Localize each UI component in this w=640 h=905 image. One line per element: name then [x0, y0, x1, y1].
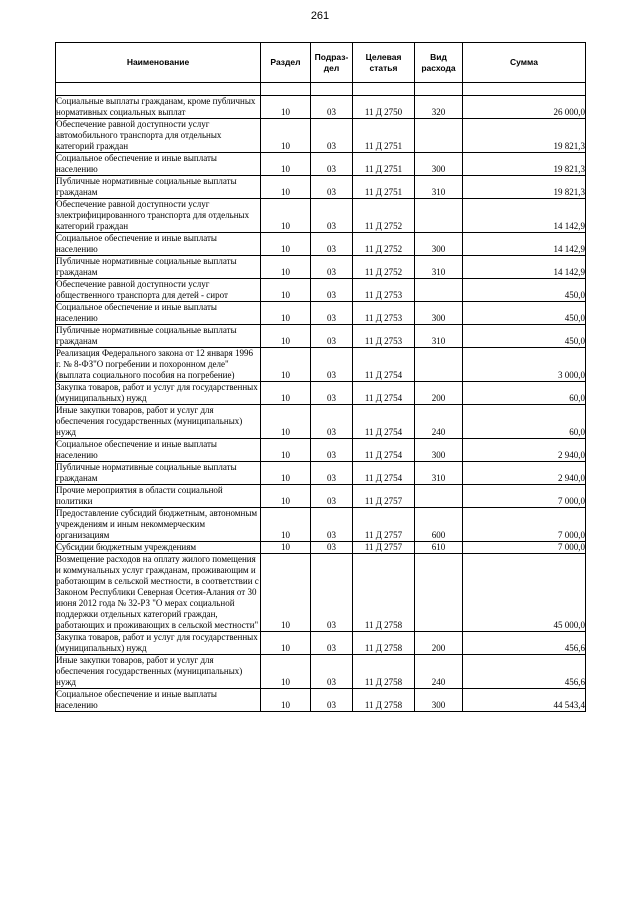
- row-expense-type: 300: [415, 233, 463, 256]
- row-name: Публичные нормативные социальные выплаты гражданам: [56, 176, 261, 199]
- row-target: 11 Д 2753: [353, 325, 415, 348]
- table-row: [56, 405, 586, 439]
- row-subsection: 03: [311, 405, 353, 439]
- row-subsection: 03: [311, 689, 353, 712]
- row-section: 10: [261, 119, 311, 153]
- row-amount: 14 142,9: [463, 199, 586, 233]
- row-subsection: 03: [311, 462, 353, 485]
- row-amount: 14 142,9: [463, 256, 586, 279]
- row-subsection: 03: [311, 632, 353, 655]
- row-section: 10: [261, 176, 311, 199]
- row-target: 11 Д 2758: [353, 689, 415, 712]
- budget-table: [55, 42, 586, 712]
- row-target: 11 Д 2758: [353, 554, 415, 632]
- row-expense-type: [415, 485, 463, 508]
- row-amount: 450,0: [463, 302, 586, 325]
- row-amount: 7 000,0: [463, 485, 586, 508]
- row-amount: 2 940,0: [463, 439, 586, 462]
- row-section: 10: [261, 96, 311, 119]
- row-subsection: 03: [311, 119, 353, 153]
- row-target: 11 Д 2754: [353, 348, 415, 382]
- row-target: 11 Д 2753: [353, 279, 415, 302]
- row-target: 11 Д 2754: [353, 405, 415, 439]
- row-expense-type: 610: [415, 542, 463, 554]
- table-row: [56, 542, 586, 554]
- row-expense-type: 300: [415, 302, 463, 325]
- row-name: Публичные нормативные социальные выплаты гражданам: [56, 462, 261, 485]
- row-amount: 45 000,0: [463, 554, 586, 632]
- row-section: 10: [261, 279, 311, 302]
- row-amount: 7 000,0: [463, 508, 586, 542]
- row-target: 11 Д 2758: [353, 632, 415, 655]
- row-expense-type: [415, 119, 463, 153]
- row-target: 11 Д 2754: [353, 439, 415, 462]
- row-target: 11 Д 2752: [353, 256, 415, 279]
- row-name: Социальное обеспечение и иные выплаты населению: [56, 153, 261, 176]
- row-amount: 450,0: [463, 325, 586, 348]
- row-section: 10: [261, 689, 311, 712]
- row-expense-type: [415, 348, 463, 382]
- table-row: [56, 485, 586, 508]
- row-subsection: 03: [311, 256, 353, 279]
- row-name: Закупка товаров, работ и услуг для государственных (муниципальных) нужд: [56, 382, 261, 405]
- row-name: Обеспечение равной доступности услуг электрифицированного транспорта для отдельных категорий граждан: [56, 199, 261, 233]
- row-name: Иные закупки товаров, работ и услуг для обеспечения государственных (муниципальных) нужд: [56, 655, 261, 689]
- table-row: [56, 462, 586, 485]
- row-expense-type: 600: [415, 508, 463, 542]
- row-target: 11 Д 2750: [353, 96, 415, 119]
- row-section: 10: [261, 153, 311, 176]
- table-row: [56, 508, 586, 542]
- table-row: [56, 119, 586, 153]
- row-target: 11 Д 2751: [353, 119, 415, 153]
- row-section: 10: [261, 405, 311, 439]
- row-target: 11 Д 2754: [353, 462, 415, 485]
- row-amount: 3 000,0: [463, 348, 586, 382]
- row-expense-type: 300: [415, 689, 463, 712]
- row-name: Социальные выплаты гражданам, кроме публичных нормативных социальных выплат: [56, 96, 261, 119]
- row-amount: 60,0: [463, 405, 586, 439]
- row-section: 10: [261, 348, 311, 382]
- row-amount: 456,6: [463, 655, 586, 689]
- row-target: 11 Д 2751: [353, 176, 415, 199]
- row-name: Возмещение расходов на оплату жилого помещения и коммунальных услуг гражданам, проживающим и работающим в сельской местности, в соответствии с Законом Республики Северная Осетия-Алания от 30 июня 2012 года № 32-РЗ "О мерах социальной поддержки отдельных категорий граждан, работающих и проживающих в сельской местности": [56, 554, 259, 630]
- row-expense-type: 240: [415, 405, 463, 439]
- row-expense-type: 310: [415, 256, 463, 279]
- row-amount: 19 821,3: [463, 153, 586, 176]
- row-expense-type: 300: [415, 153, 463, 176]
- row-subsection: 03: [311, 542, 353, 554]
- row-name: Социальное обеспечение и иные выплаты населению: [56, 689, 261, 712]
- row-amount: 456,6: [463, 632, 586, 655]
- row-expense-type: 200: [415, 382, 463, 405]
- row-expense-type: 310: [415, 325, 463, 348]
- table-row: [56, 439, 586, 462]
- row-subsection: 03: [311, 325, 353, 348]
- row-section: 10: [261, 325, 311, 348]
- row-section: 10: [261, 508, 311, 542]
- row-subsection: 03: [311, 348, 353, 382]
- row-target: 11 Д 2757: [353, 508, 415, 542]
- row-name: Обеспечение равной доступности услуг автомобильного транспорта для отдельных категорий граждан: [56, 119, 261, 153]
- row-subsection: 03: [311, 279, 353, 302]
- table-row: [56, 325, 586, 348]
- row-target: 11 Д 2758: [353, 655, 415, 689]
- header-name: Наименование: [56, 43, 261, 83]
- row-expense-type: 310: [415, 462, 463, 485]
- row-name: Социальное обеспечение и иные выплаты населению: [56, 233, 261, 256]
- row-amount: 60,0: [463, 382, 586, 405]
- row-expense-type: [415, 554, 463, 632]
- row-section: 10: [261, 256, 311, 279]
- table-row: [56, 632, 586, 655]
- row-section: 10: [261, 302, 311, 325]
- row-name: Публичные нормативные социальные выплаты гражданам: [56, 325, 261, 348]
- table-row: [56, 199, 586, 233]
- header-row: [56, 43, 586, 83]
- row-amount: 26 000,0: [463, 96, 586, 119]
- header-subsection: Подраз- дел: [311, 43, 353, 83]
- row-section: 10: [261, 542, 311, 554]
- row-section: 10: [261, 233, 311, 256]
- table-row: [56, 302, 586, 325]
- row-name: Публичные нормативные социальные выплаты гражданам: [56, 256, 261, 279]
- row-section: 10: [261, 655, 311, 689]
- row-subsection: 03: [311, 199, 353, 233]
- row-amount: 14 142,9: [463, 233, 586, 256]
- row-amount: 450,0: [463, 279, 586, 302]
- row-expense-type: 200: [415, 632, 463, 655]
- header-expense-type: Вид расхода: [415, 43, 463, 83]
- table-row: [56, 256, 586, 279]
- table-row: [56, 655, 586, 689]
- row-expense-type: 240: [415, 655, 463, 689]
- row-section: 10: [261, 382, 311, 405]
- header-target: Целевая статья: [353, 43, 415, 83]
- row-section: 10: [261, 632, 311, 655]
- row-name: Обеспечение равной доступности услуг общественного транспорта для детей - сирот: [56, 279, 261, 302]
- row-section: 10: [261, 199, 311, 233]
- row-amount: 19 821,3: [463, 176, 586, 199]
- row-expense-type: 320: [415, 96, 463, 119]
- row-subsection: 03: [311, 439, 353, 462]
- row-expense-type: 300: [415, 439, 463, 462]
- row-subsection: 03: [311, 508, 353, 542]
- header-section: Раздел: [261, 43, 311, 83]
- row-section: 10: [261, 439, 311, 462]
- table-row: [56, 153, 586, 176]
- row-target: 11 Д 2752: [353, 199, 415, 233]
- row-target: 11 Д 2751: [353, 153, 415, 176]
- row-subsection: 03: [311, 153, 353, 176]
- row-section: 10: [261, 462, 311, 485]
- table-row: [56, 176, 586, 199]
- row-name: Реализация Федерального закона от 12 января 1996 г. № 8-ФЗ"О погребении и похоронном деле" (выплата социального пособия на погребение): [56, 348, 261, 382]
- row-expense-type: 310: [415, 176, 463, 199]
- table-row: [56, 96, 586, 119]
- row-name: Прочие мероприятия в области социальной политики: [56, 485, 261, 508]
- table-row: [56, 689, 586, 712]
- row-target: 11 Д 2757: [353, 542, 415, 554]
- row-expense-type: [415, 199, 463, 233]
- row-target: 11 Д 2752: [353, 233, 415, 256]
- row-amount: 2 940,0: [463, 462, 586, 485]
- row-target: 11 Д 2757: [353, 485, 415, 508]
- row-name: Социальное обеспечение и иные выплаты населению: [56, 439, 261, 462]
- row-name: Субсидии бюджетным учреждениям: [56, 542, 261, 554]
- row-subsection: 03: [311, 302, 353, 325]
- row-subsection: 03: [311, 233, 353, 256]
- table-row: [56, 348, 586, 382]
- row-subsection: 03: [311, 176, 353, 199]
- row-subsection: 03: [311, 554, 353, 632]
- row-name: Иные закупки товаров, работ и услуг для обеспечения государственных (муниципальных) нужд: [56, 405, 261, 439]
- row-section: 10: [261, 554, 311, 632]
- row-name: Социальное обеспечение и иные выплаты населению: [56, 302, 261, 325]
- row-subsection: 03: [311, 382, 353, 405]
- table-row: [56, 382, 586, 405]
- row-target: 11 Д 2753: [353, 302, 415, 325]
- table-row: [56, 554, 586, 632]
- page-number: 261: [310, 10, 330, 22]
- row-name: Предоставление субсидий бюджетным, автономным учреждениям и иным некоммерческим организациям: [56, 508, 261, 542]
- row-subsection: 03: [311, 96, 353, 119]
- row-subsection: 03: [311, 485, 353, 508]
- row-target: 11 Д 2754: [353, 382, 415, 405]
- header-amount: Сумма: [463, 43, 586, 83]
- spacer-row: [56, 83, 586, 96]
- row-amount: 44 543,4: [463, 689, 586, 712]
- row-name: Закупка товаров, работ и услуг для государственных (муниципальных) нужд: [56, 632, 261, 655]
- row-section: 10: [261, 485, 311, 508]
- row-amount: 19 821,3: [463, 119, 586, 153]
- row-subsection: 03: [311, 655, 353, 689]
- table-row: [56, 233, 586, 256]
- row-expense-type: [415, 279, 463, 302]
- row-amount: 7 000,0: [463, 542, 586, 554]
- table-row: [56, 279, 586, 302]
